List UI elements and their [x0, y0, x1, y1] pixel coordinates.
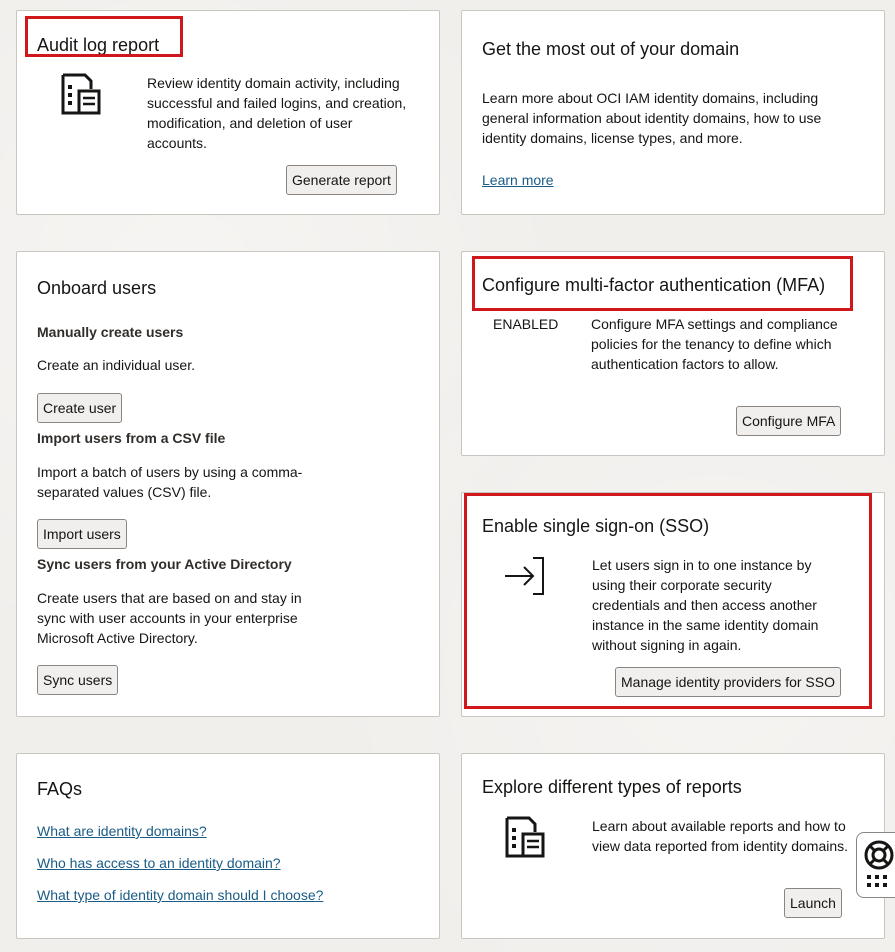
domain-info-card	[461, 10, 885, 215]
report-icon	[503, 816, 547, 858]
faq-link-who-has-access[interactable]: Who has access to an identity domain?	[37, 855, 281, 871]
mfa-card	[461, 251, 885, 456]
onboard-users-title: Onboard users	[37, 278, 157, 298]
faq-link-which-type[interactable]: What type of identity domain should I choose?	[37, 887, 324, 903]
audit-log-card	[16, 10, 440, 215]
faqs-card	[16, 753, 440, 939]
sso-title: Enable single sign-on (SSO)	[482, 516, 710, 536]
import-users-button[interactable]: Import users	[37, 519, 127, 549]
sync-users-button[interactable]: Sync users	[37, 665, 118, 695]
faqs-title: FAQs	[37, 779, 83, 799]
faq-link-identity-domains[interactable]: What are identity domains?	[37, 823, 207, 839]
launch-button[interactable]: Launch	[784, 888, 842, 918]
domain-info-title: Get the most out of your domain	[482, 39, 740, 59]
mfa-status-label: ENABLED	[493, 316, 559, 332]
import-csv-heading: Import users from a CSV file	[37, 430, 226, 446]
reports-description: Learn about available reports and how to view data reported from identity domains.	[592, 818, 849, 854]
sign-in-icon	[503, 556, 549, 596]
sync-ad-heading: Sync users from your Active Directory	[37, 556, 292, 572]
mfa-description: Configure MFA settings and compliance policies for the tenancy to define which authentication factors to allow.	[591, 316, 838, 372]
generate-report-button[interactable]: Generate report	[286, 165, 397, 195]
report-icon	[59, 73, 103, 115]
audit-log-description: Review identity domain activity, including successful and failed logins, and creation, modification, and deletion of user accounts.	[147, 75, 407, 151]
sso-description: Let users sign in to one instance by using their corporate security credentials and then access another instance in the same identity domain without signing in again.	[592, 557, 819, 653]
manage-identity-providers-button[interactable]: Manage identity providers for SSO	[615, 667, 841, 697]
mfa-title: Configure multi-factor authentication (MFA)	[482, 275, 826, 295]
help-widget[interactable]	[856, 832, 895, 898]
grid-menu-icon[interactable]	[867, 875, 889, 891]
create-user-button[interactable]: Create user	[37, 393, 122, 423]
help-lifebuoy-icon[interactable]	[863, 839, 895, 871]
audit-log-title: Audit log report	[37, 35, 160, 55]
configure-mfa-button[interactable]: Configure MFA	[736, 406, 841, 436]
import-csv-description: Import a batch of users by using a comma-separated values (CSV) file.	[37, 464, 303, 500]
manual-create-description: Create an individual user.	[37, 357, 195, 373]
manual-create-heading: Manually create users	[37, 324, 184, 340]
domain-info-description: Learn more about OCI IAM identity domains, including general information about identity domains, how to use identity domains, license types, and more.	[482, 90, 822, 146]
reports-card	[461, 753, 885, 939]
onboard-users-card	[16, 251, 440, 717]
sso-card	[461, 492, 885, 717]
reports-title: Explore different types of reports	[482, 777, 742, 797]
learn-more-link[interactable]: Learn more	[482, 172, 554, 188]
sync-ad-description: Create users that are based on and stay in sync with user accounts in your enterprise Microsoft Active Directory.	[37, 590, 302, 646]
